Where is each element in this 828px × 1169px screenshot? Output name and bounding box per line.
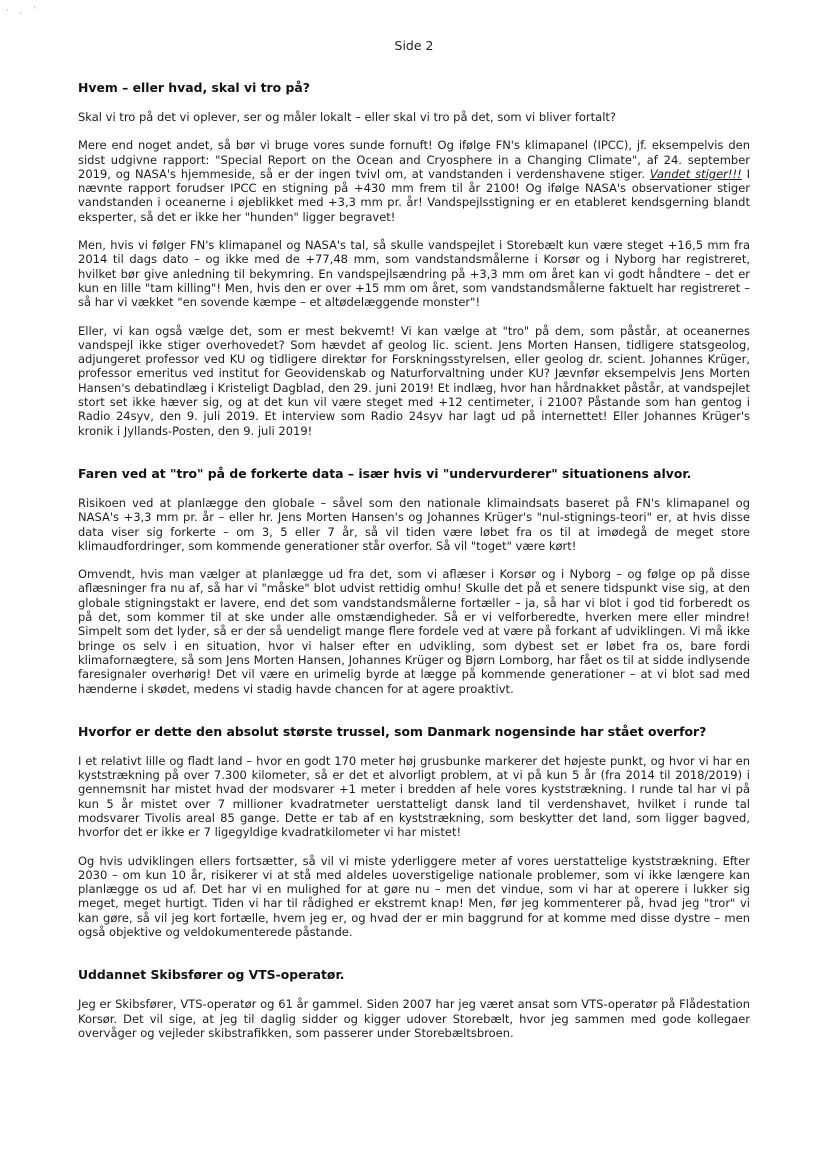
text-run: Skal vi tro på det vi oplever, ser og måler lokalt – eller skal vi tro på det, som vi bliver fortalt? <box>78 110 617 124</box>
page-number-label: Side 2 <box>394 38 434 53</box>
section-heading: Hvem – eller hvad, skal vi tro på? <box>78 80 310 95</box>
body-paragraph <box>78 238 750 309</box>
section-heading: Hvorfor er dette den absolut største trussel, som Danmark nogensinde har stået overfor? <box>78 723 707 739</box>
text-run: Jeg er Skibsfører, VTS-operatør og 61 år gammel. Siden 2007 har jeg været ansat som VTS-operatør på Flådestation Korsør. Det vil sige, at jeg til daglig sidder og kigger udover Storebælt, hvor jeg sammen med gode kollegaer overvåger og vejleder skibstrafikken, som passerer under Storebæltsbroen. <box>78 997 750 1040</box>
scan-artifact-marks: · ˌ ˈ <box>6 6 40 16</box>
section-gap <box>78 953 750 967</box>
text-run: , af 24. september 2019, og NASA's hjemmeside, så er der ingen tvivl om, at vandstanden i verdenshavene stiger. <box>78 152 751 181</box>
body-paragraph <box>78 997 750 1040</box>
text-run: Risikoen ved at planlægge den globale – såvel som den nationale klimaindsats baseret på FN's klimapanel og NASA's +3,3 mm pr. år – eller hr. Jens Morten Hansen's og Johannes Krüger's "nul-stignings-teori" er, at hvis disse data viser sig forkerte – om 3, 5 eller 7 år, så vil tiden være løbet fra os til at imødegå de meget store klimaudfordringer, som kommende generationer står overfor. Så vil "toget" være kørt! <box>78 495 750 553</box>
document-body <box>78 80 750 1054</box>
body-paragraph <box>78 496 750 553</box>
section-heading: Uddannet Skibsfører og VTS-operatør. <box>78 967 345 983</box>
section-gap <box>78 452 750 466</box>
text-run: Mere end noget andet, så bør vi bruge vores sunde fornuft! Og ifølge FN's klimapanel (IPCC), jf. eksempelvis den sidst udgivne rapport: <box>78 138 750 167</box>
section-heading: Faren ved at "tro" på de forkerte data – især hvis vi "undervurderer" situationens alvor. <box>78 465 692 481</box>
body-paragraph <box>78 110 750 124</box>
text-run: I et relativt lille og fladt land – hvor en godt 170 meter høj grusbunke markerer det højeste punkt, og hvor vi har en kyststrækning på over 7.300 kilometer, så er det et alvorligt problem, at vi på kun 5 år (fra 2014 til 2018/2019) i gennemsnit har mistet hvad der modsvarer +1 meter i bredden af hele vores kyststrækning. I runde tal har vi på kun 5 år mistet over 7 millioner kvadratmeter uerstatteligt dansk land til verdenshavet, hvilket i runde tal modsvarer Tivolis areal 85 gange. Dette er tab af en kyststrækning, som beskytter det land, som ligger bagved, hvorfor det er ikke er 7 ligegyldige kvadratkilometer vi har mistet! <box>78 753 750 840</box>
body-paragraph <box>78 324 750 438</box>
body-paragraph <box>78 854 750 940</box>
text-run: I nævnte rapport forudser IPCC en stigning på +430 mm frem til år 2100! Og ifølge NASA's observationer stiger vandstanden i oceanerne i øjeblikket med +3,3 mm pr. år! Vandspejlsstigning er en etableret kendsgerning blandt eksperter, så det er ikke her "hunden" ligger begravet! <box>78 166 750 224</box>
text-run: Eller, vi kan også vælge det, som er mest bekvemt! Vi kan vælge at "tro" på dem, som påstår, at oceanernes vandspejl ikke stiger overhovedet? Som hævdet af geolog lic. scient. Jens Morten Hansen, tidligere statsgeolog, adjungeret professor ved KU og tidligere direktør for Forskningsstyrelsen, eller geolog dr. scient. Johannes Krüger, professor emeritus ved institut for Geovidenskab og Naturforvaltning under KU? Jævnfør eksempelvis Jens Morten Hansen's debatindlæg i Kristeligt Dagblad, den 29. juni 2019! Et indlæg, hvor han hårdnakket påstår, at vandspejlet stort set ikke hæver sig, og at det kun vil være steget med +12 centimeter, i 2100? Påstande som han gentog i Radio 24syv, den 9. juli 2019. Et interview som Radio 24syv har lagt ud på internettet! Eller Johannes Krüger's kronik i Jyllands-Posten, den 9. juli 2019! <box>78 323 750 438</box>
text-run: Omvendt, hvis man vælger at planlægge ud fra det, som vi aflæser i Korsør og i Nyborg – og følge op på disse aflæsninger fra nu af, så har vi "måske" blot udvist rettidig omhu! Skulle det på et senere tidspunkt vise sig, at den globale stigningstakt er lavere, end det som vandstandsmålerne fortæller – ja, så har vi blot i god tid forberedt os på det, som kommer til at ske under alle omstændigheder. Så er vi velforberedte, hverken mere eller mindre! Simpelt som det lyder, så er der så uendeligt mange flere fordele ved at være på forkant af udviklingen. Vi må ikke bringe os selv i en situation, hvor vi halser efter en udvikling, som dybest set er løbet fra os, bare fordi klimafornægtere, så som Jens Morten Hansen, Johannes Krüger og Bjørn Lomborg, har fået os til at sidde indlysende faresignaler overhørig! Det vil være en urimelig byrde at lægge på kommende generationer – at vi blot sad med hænderne i skødet, medens vi stadig havde chancen for at agere proaktivt. <box>78 567 750 696</box>
text-run: Men, hvis vi følger FN's klimapanel og NASA's tal, så skulle vandspejlet i Storebælt kun være steget +16,5 mm fra 2014 til dags dato – og ikke med de +77,48 mm, som vandstandsmålerne i Korsør og i Nyborg har registreret, hvilket bør give anledning til bekymring. En vandspejlsændring på +3,3 mm om året kan vi godt håndtere – det er kun en lille "tam killing"! Men, hvis den er over +15 mm om året, som vandstandsmålerne faktuelt har registreret – så har vi vækket "en sovende kæmpe – et altødelæggende monster"! <box>78 238 750 310</box>
body-paragraph <box>78 138 750 224</box>
section-gap <box>78 710 750 724</box>
italic-quote: "Special Report on the Ocean and Cryosphere in a Changing Climate" <box>215 152 638 167</box>
text-run: Og hvis udviklingen ellers fortsætter, så vil vi miste yderliggere meter af vores uerstattelige kyststrækning. Efter 2030 – om kun 10 år, risikerer vi at stå med aldeles uoverstigelige nationale problemer, som vi ikke længere kan planlægge os ud af. Det har vi en mulighed for at gøre nu – men det vindue, som vi har at operere i lukker sig meget, meget hurtigt. Tiden vi har til rådighed er ekstremt knap! Men, før jeg kommenterer på, hvad jeg "tror" vi kan gøre, så vil jeg kort fortælle, hvem jeg er, og hvad der er min baggrund for at komme med disse dystre – men også objektive og veldokumenterede påstande. <box>78 853 750 940</box>
body-paragraph <box>78 754 750 840</box>
body-paragraph <box>78 567 750 696</box>
emphasized-text: Vandet stiger!!! <box>649 166 742 181</box>
